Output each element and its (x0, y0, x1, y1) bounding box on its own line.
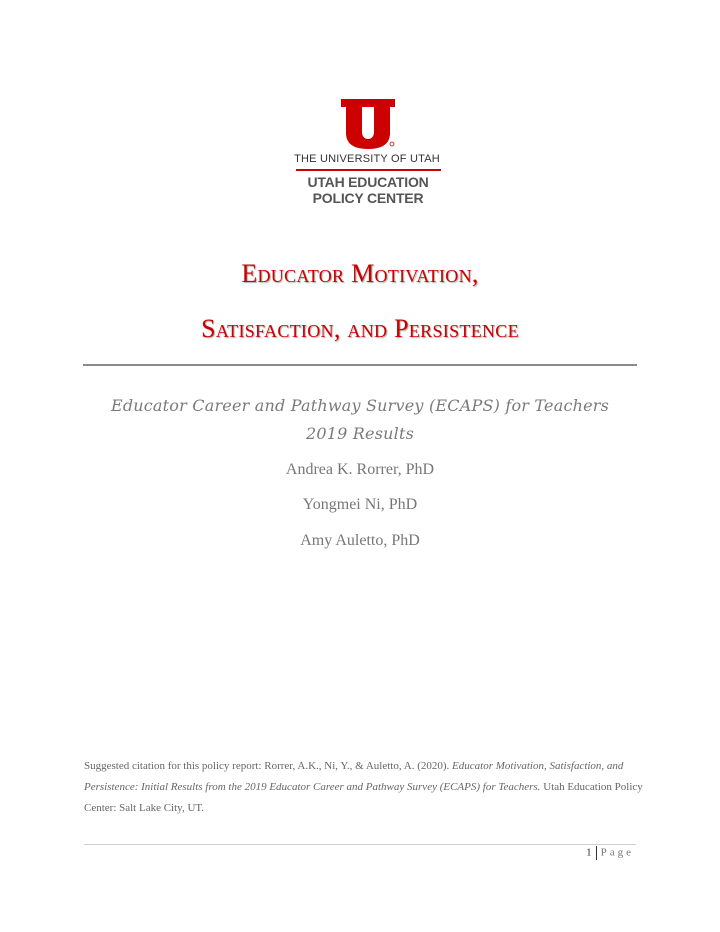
page-number-separator (596, 846, 597, 860)
report-subtitle-line2: 2019 Results (306, 424, 414, 443)
university-u-logo-icon (341, 99, 395, 149)
footer-divider (84, 844, 636, 845)
author-name: Amy Auletto, PhD (300, 532, 420, 549)
policy-center-name-line1: UTAH EDUCATION (307, 174, 429, 190)
citation-report-title: Educator Motivation, Satisfaction, and Persistence: Initial Results from the 2019 Educator Career and Pathway Survey (ECAPS) for Teachers. (84, 760, 624, 793)
report-title-line2: Satisfaction, and Persistence (201, 314, 519, 343)
report-subtitle-line1: Educator Career and Pathway Survey (ECAPS) for Teachers (110, 396, 610, 415)
author-name: Andrea K. Rorrer, PhD (285, 461, 435, 478)
university-name: THE UNIVERSITY OF UTAH (294, 153, 440, 165)
citation-prefix: Suggested citation for this policy report: Rorrer, A.K., Ni, Y., & Auletto, A. (2020). (84, 760, 453, 772)
citation-suffix: Utah Education Policy Center: Salt Lake City, UT. (84, 781, 643, 814)
page-number (586, 846, 634, 860)
page-number-value: 1 (586, 846, 592, 859)
logo-divider (296, 169, 441, 171)
report-title-line1: Educator Motivation, (241, 259, 479, 288)
author-name: Yongmei Ni, PhD (302, 496, 418, 513)
policy-center-name-line2: POLICY CENTER (312, 190, 424, 206)
suggested-citation (84, 756, 644, 819)
page-label: Page (600, 846, 634, 859)
title-divider (83, 364, 637, 366)
